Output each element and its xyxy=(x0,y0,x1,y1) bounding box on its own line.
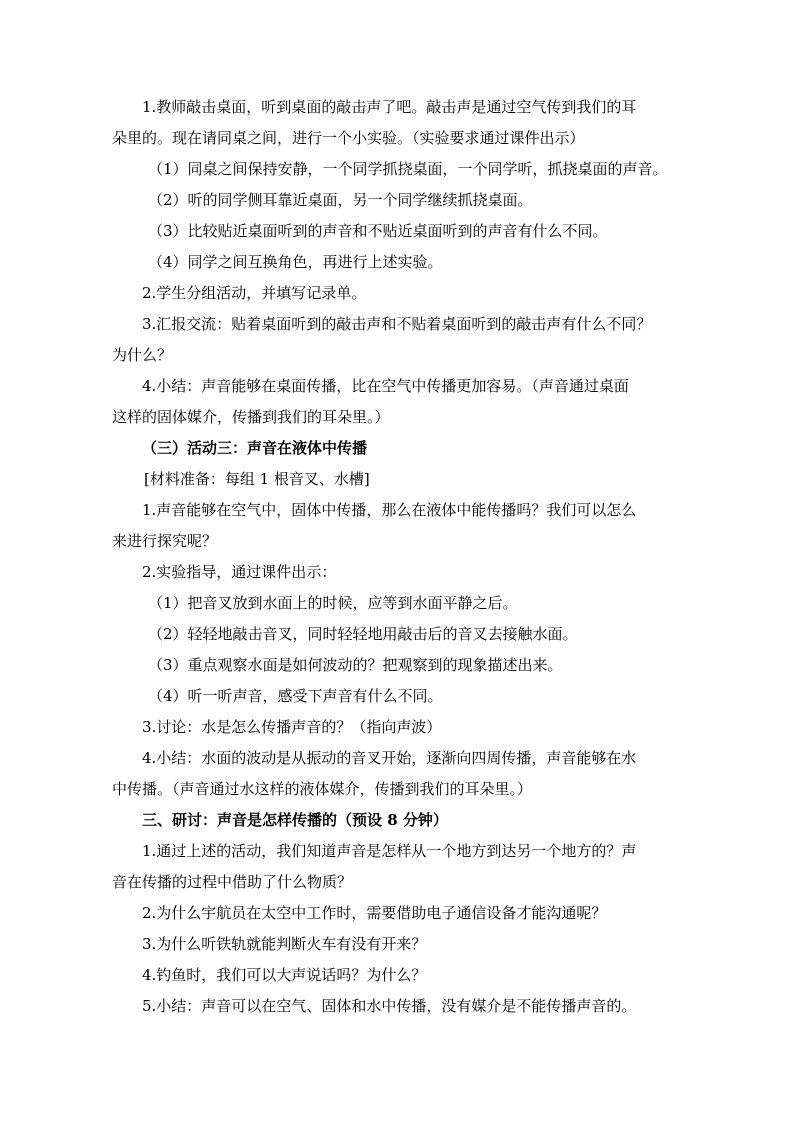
paragraph-line: 朵里的。现在请同桌之间，进行一个小实验。（实验要求通过课件出示） xyxy=(112,129,585,147)
paragraph-line: 1.通过上述的活动，我们知道声音是怎样从一个地方到达另一个地方的？声 xyxy=(142,842,637,860)
paragraph-line: 5.小结：声音可以在空气、固体和水中传播，没有媒介是不能传播声音的。 xyxy=(142,997,637,1015)
sub-item-line: （4）同学之间互换角色，再进行上述实验。 xyxy=(148,253,443,271)
paragraph-line: 3.讨论：水是怎么传播声音的？（指向声波） xyxy=(142,718,442,736)
paragraph-line: 中传播。（声音通过水这样的液体媒介，传播到我们的耳朵里。） xyxy=(112,780,533,798)
section-heading: 三、研讨：声音是怎样传播的（预设 8 分钟） xyxy=(142,811,448,829)
paragraph-line: 2.实验指导，通过课件出示： xyxy=(142,563,337,581)
paragraph-line: 2.学生分组活动，并填写记录单。 xyxy=(142,284,367,302)
sub-item-line: （1）把音叉放到水面上的时候，应等到水面平静之后。 xyxy=(148,594,518,612)
paragraph-line: 4.钓鱼时，我们可以大声说话吗？为什么？ xyxy=(142,966,427,984)
paragraph-line: 来进行探究呢？ xyxy=(112,532,218,550)
paragraph-line: 4.小结：声音能够在桌面传播，比在空气中传播更加容易。（声音通过桌面 xyxy=(142,377,629,395)
sub-item-line: （4）听一听声音，感受下声音有什么不同。 xyxy=(148,687,443,705)
sub-item-line: （2）听的同学侧耳靠近桌面，另一个同学继续抓挠桌面。 xyxy=(148,191,533,209)
paragraph-line: 为什么？ xyxy=(112,346,173,364)
paragraph-line: 3.汇报交流：贴着桌面听到的敲击声和不贴着桌面听到的敲击声有什么不同？ xyxy=(142,315,652,333)
sub-item-line: （3）比较贴近桌面听到的声音和不贴近桌面听到的声音有什么不同。 xyxy=(148,222,608,240)
paragraph-line: 1.教师敲击桌面，听到桌面的敲击声了吧。敲击声是通过空气传到我们的耳 xyxy=(142,98,637,116)
paragraph-line: 音在传播的过程中借助了什么物质？ xyxy=(112,873,353,891)
paragraph-line: 这样的固体媒介，传播到我们的耳朵里。） xyxy=(112,408,390,426)
sub-item-line: （2）轻轻地敲击音叉，同时轻轻地用敲击后的音叉去接触水面。 xyxy=(148,625,578,643)
sub-item-line: （3）重点观察水面是如何波动的？把观察到的现象描述出来。 xyxy=(148,656,563,674)
paragraph-line: 4.小结：水面的波动是从振动的音叉开始，逐渐向四周传播，声音能够在水 xyxy=(142,749,637,767)
section-heading: （三）活动三：声音在液体中传播 xyxy=(142,439,368,457)
document-page xyxy=(112,92,684,1022)
paragraph-line: 3.为什么听铁轨就能判断火车有没有开来？ xyxy=(142,935,427,953)
paragraph-line: 1.声音能够在空气中，固体中传播，那么在液体中能传播吗？我们可以怎么 xyxy=(142,501,637,519)
paragraph-line: 2.为什么宇航员在太空中工作时，需要借助电子通信设备才能沟通呢？ xyxy=(142,904,607,922)
sub-item-line: （1）同桌之间保持安静，一个同学抓挠桌面，一个同学听，抓挠桌面的声音。 xyxy=(148,160,668,178)
materials-note: [材料准备：每组 1 根音叉、水槽] xyxy=(144,470,370,488)
